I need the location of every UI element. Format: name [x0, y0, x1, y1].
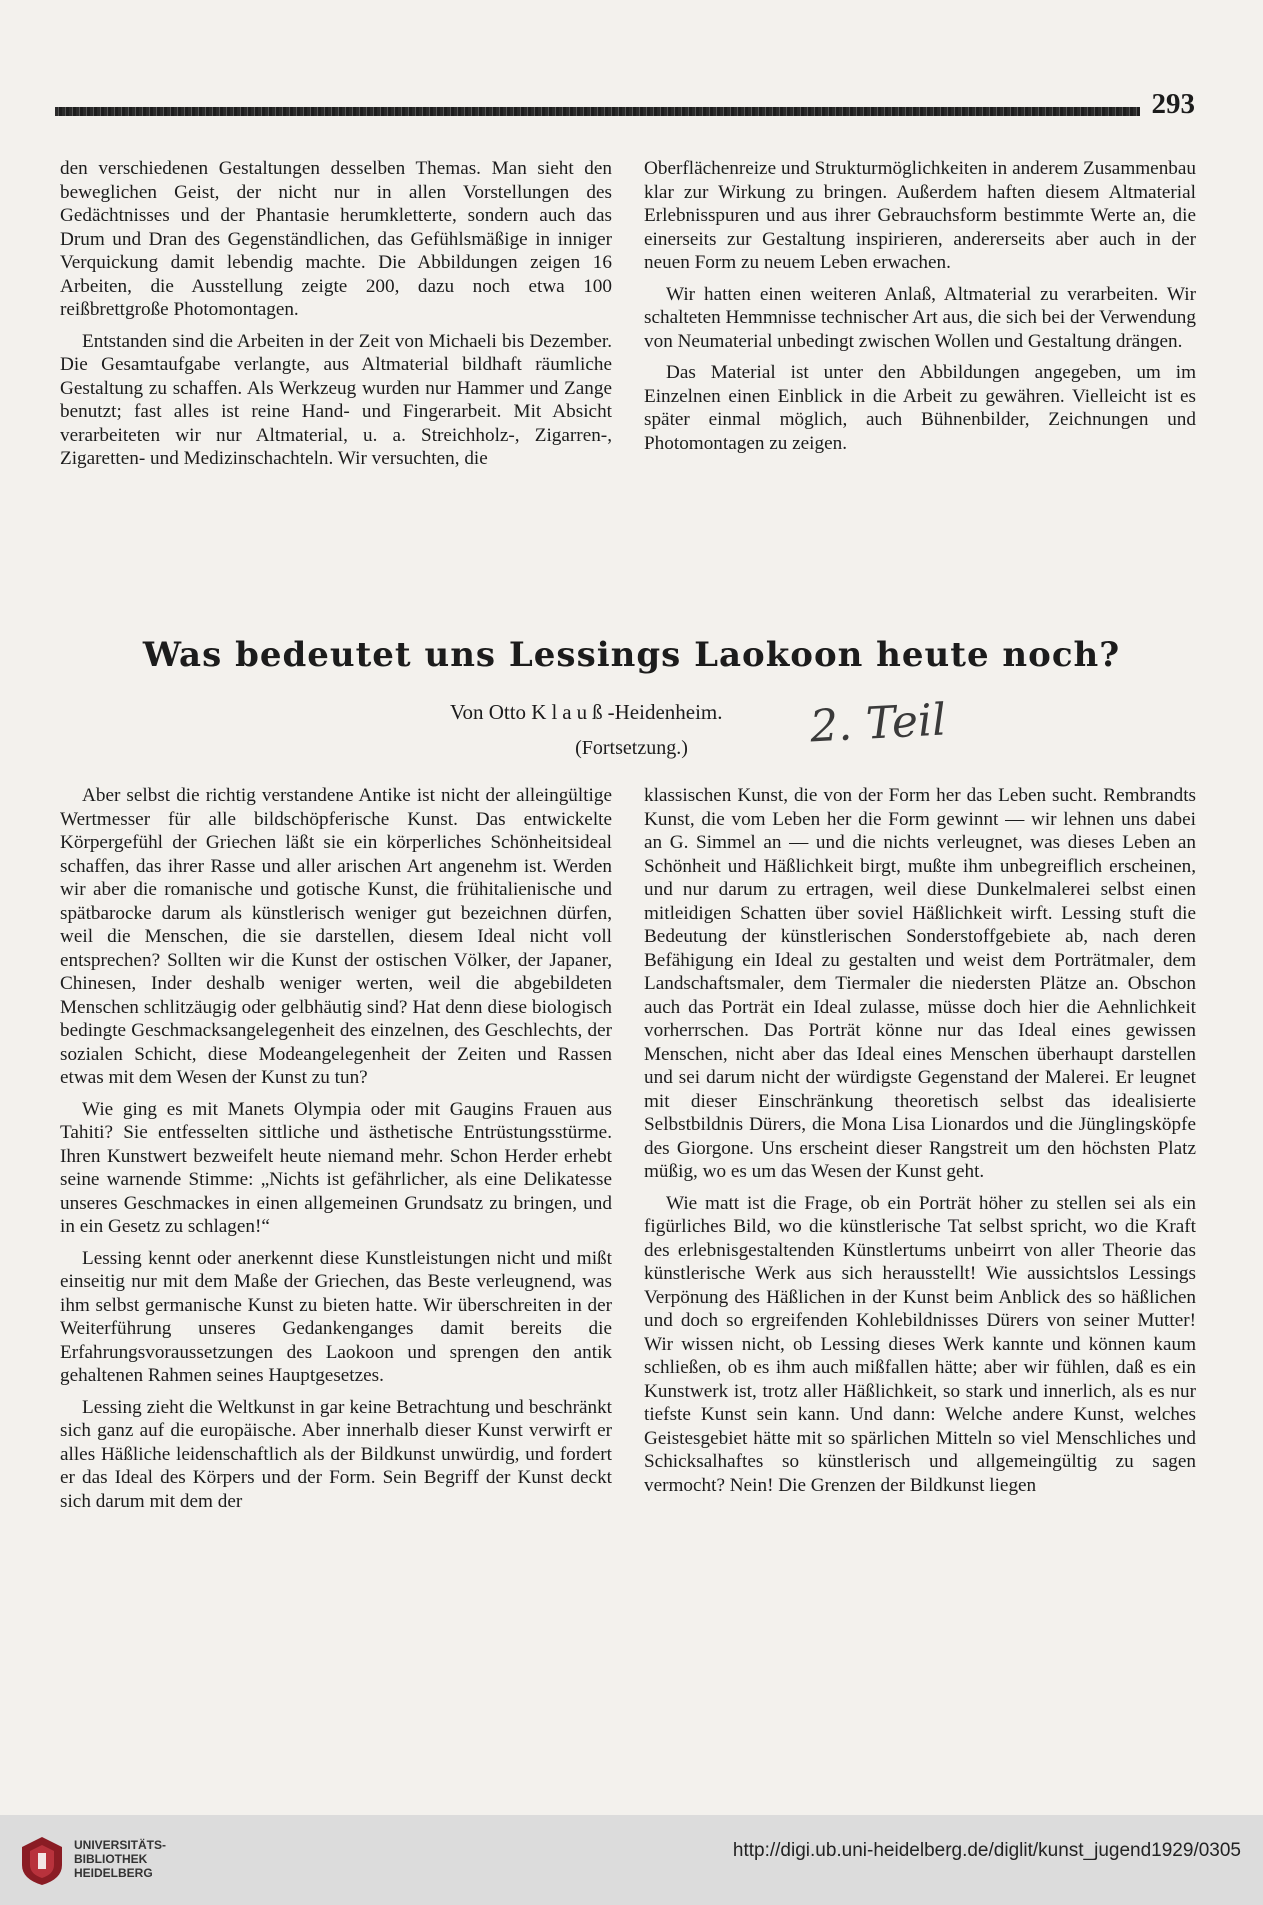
paragraph: den verschiedenen Gestaltungen desselben Themas. Man sieht den beweglichen Geist, der nicht nur in allen Vorstellungen des Gedächtnisses und der Phantasie herumkletterte, sondern auch das Drum und Dran des Gegenständlichen, das Gefühlsmäßige in inniger Verquickung damit lebendig machte. Die Abbildungen zeigen 16 Arbeiten, die Ausstellung zeigte 200, dazu noch etwa 100 reißbrettgroße Photomontagen.	[60, 158, 612, 320]
page-number: 293	[1151, 88, 1195, 120]
paragraph: Wie ging es mit Manets Olympia oder mit Gaugins Frauen aus Tahiti? Sie entfesselten sittliche und ästhetische Entrüstungsstürme. Ihren Kunstwert bezweifelt heute niemand mehr. Schon Herder erhebt seine warnende Stimme: „Nichts ist gefährlicher, als eine Delikatesse unseres Geschmackes in einen allgemeinen Grundsatz zu bringen, und in ein Gesetz zu schlagen!“	[60, 1098, 612, 1237]
article-title: Was bedeutet uns Lessings Laokoon heute noch?	[142, 635, 1121, 675]
paragraph: Aber selbst die richtig verstandene Antike ist nicht der alleingültige Wertmesser für alle bildschöpferische Kunst. Das entwickelte Körpergefühl der Griechen läßt sie ein körperliches Schönheitsideal schaffen, das ihrer Rasse und aller arischen Art angenehm ist. Werden wir aber die romanische und gotische Kunst, die frühitalienische und spätbarocke darum als künstlerisch weniger gut bezeichnen dürfen, weil die Menschen, die sie darstellen, diesem Ideal nicht voll entsprechen? Sollten wir die Kunst der ostischen Völker, der Japaner, Chinesen, Inder deshalb weniger werten, weil die abgebildeten Menschen schlitzäugig oder gelbhäutig sind? Hat denn diese biologisch bedingte Geschmacksangelegenheit des einzelnen, des Geschlechts, der sozialen Schicht, diese Modeangelegenheit der Zeiten und Rassen etwas mit dem Wesen der Kunst zu tun?	[60, 785, 612, 1088]
library-name	[74, 1838, 166, 1880]
university-seal-icon	[20, 1835, 64, 1887]
handwritten-note: 2. Teil	[808, 694, 948, 753]
permalink-url[interactable]: http://digi.ub.uni-heidelberg.de/diglit/kunst_jugend1929/0305	[732, 1840, 1241, 1861]
library-name-line: BIBLIOTHEK	[74, 1852, 148, 1866]
header-rule	[55, 107, 1140, 116]
paragraph: Das Material ist unter den Abbildungen angegeben, um im Einzelnen einen Einblick in die Arbeit zu gewähren. Vielleicht ist es später einmal möglich, auch Bühnenbilder, Zeichnungen und Photomontagen zu zeigen.	[644, 362, 1196, 454]
article-right-column	[644, 784, 1196, 1497]
footer-bar	[0, 1815, 1263, 1905]
top-left-column	[60, 157, 612, 471]
paragraph: Lessing zieht die Weltkunst in gar keine Betrachtung und beschränkt sich ganz auf die europäische. Aber innerhalb dieser Kunst verwirft er alles Häßliche leidenschaftlich als der Bildkunst unwürdig, und fordert er das Ideal des Körpers und der Form. Sein Begriff der Kunst deckt sich darum mit dem der	[60, 1396, 612, 1512]
article-left-column	[60, 784, 612, 1513]
byline-suffix: -Heidenheim.	[607, 700, 723, 724]
byline-prefix: Von Otto	[450, 700, 527, 724]
author-name: Klauß	[531, 700, 608, 724]
paragraph: Lessing kennt oder anerkennt diese Kunstleistungen nicht und mißt einseitig nur mit dem Maße der Griechen, das Beste verleugnend, was ihm selbst germanische Kunst zu bieten hatte. Wir überschreiten in der Weiterführung unseres Gedankenganges damit bereits die Erfahrungsvoraussetzungen des Laokoon und sprengen den antik gehaltenen Rahmen seines Hauptgesetzes.	[60, 1247, 612, 1386]
paragraph: Oberflächenreize und Strukturmöglichkeiten in anderem Zusammenbau klar zur Wirkung zu bringen. Außerdem haften diesem Altmaterial Erlebnisspuren und aus ihrer Gebrauchsform bestimmte Werte an, die einerseits zur Gestaltung inspirieren, andererseits aber auch in der neuen Form zu neuem Leben erwachen.	[644, 158, 1196, 273]
library-name-line: UNIVERSITÄTS-	[74, 1838, 167, 1852]
paragraph: klassischen Kunst, die von der Form her das Leben sucht. Rembrandts Kunst, die vom Leben her die Form gewinnt — wir lehnen uns dabei an G. Simmel an — und die nichts verleugnet, was dieses Leben an Schönheit und Häßlichkeit birgt, mußte ihm unbegreiflich erscheinen, und nur darum zu ertragen, weil diese Dunkelmalerei selbst einen mitleidigen Schatten über soviel Häßlichkeit wirft. Lessing stuft die Bedeutung der künstlerischen Sonderstoffgebiete ab, nach deren Befähigung ein Ideal zu gestalten und weist dem Porträtmaler, dem Landschaftsmaler, dem Tiermaler die niedersten Plätze an. Obschon auch das Porträt ein Ideal zulasse, müsse doch hier die Aehnlichkeit vorherrschen. Das Porträt könne nur das Ideal eines gewissen Menschen, nicht aber das Ideal eines Menschen überhaupt darstellen und sei darum nicht der würdigste Gegenstand der Malerei. Er leugnet mit dieser Einschränkung theoretisch selbst das idealisierte Selbstbildnis Dürers, die Mona Lisa Lionardos und die Jünglingsköpfe des Giorgone. Uns erscheint dieser Rangstreit um den höchsten Platz müßig, wo es um das Wesen der Kunst geht.	[644, 785, 1196, 1182]
library-name-line: HEIDELBERG	[74, 1866, 153, 1880]
top-right-column	[644, 157, 1196, 455]
paragraph: Entstanden sind die Arbeiten in der Zeit von Michaeli bis Dezember. Die Gesamtaufgabe verlangte, aus Altmaterial bildhaft räumliche Gestaltung zu schaffen. Als Werkzeug wurden nur Hammer und Zange benutzt; fast alles ist reine Hand- und Fingerarbeit. Mit Absicht verarbeiteten wir nur Altmaterial, u. a. Streichholz-, Zigarren-, Zigaretten- und Medizinschachteln. Wir versuchten, die	[60, 330, 612, 469]
paragraph: Wie matt ist die Frage, ob ein Porträt höher zu stellen sei als ein figürliches Bild, wo die künstlerische Tat selbst spricht, wo die Kraft des erlebnisgestaltenden Künstlertums unbeirrt von aller Theorie das künstlerische Werk aus sich herausstellt! Wie aussichtslos Lessings Verpönung des Häßlichen in der Kunst beim Anblick des so häßlichen und doch so ergreifenden Kohlebildnisses Dürers von seiner Mutter! Wir wissen nicht, ob Lessing dieses Werk kannte und können kaum schließen, ob es ihm auch mißfallen hätte; aber wir fühlen, daß es ein Kunstwerk ist, trotz aller Häßlichkeit, so stark und innerlich, als es nur tiefste Kunst sein kann. Und dann: Welche andere Kunst, welches Geistesgebiet hätte mit so spärlichen Mitteln so viel Menschliches und Schicksalhaftes so künstlerisch und allgemeingültig zu sagen vermocht? Nein! Die Grenzen der Bildkunst liegen	[644, 1192, 1196, 1496]
continuation-note: (Fortsetzung.)	[575, 737, 688, 759]
byline	[450, 700, 723, 725]
paragraph: Wir hatten einen weiteren Anlaß, Altmaterial zu verarbeiten. Wir schalteten Hemmnisse technischer Art aus, die sich bei der Verwendung von Neumaterial unbedingt zwischen Wollen und Gestaltung drängen.	[644, 283, 1196, 352]
